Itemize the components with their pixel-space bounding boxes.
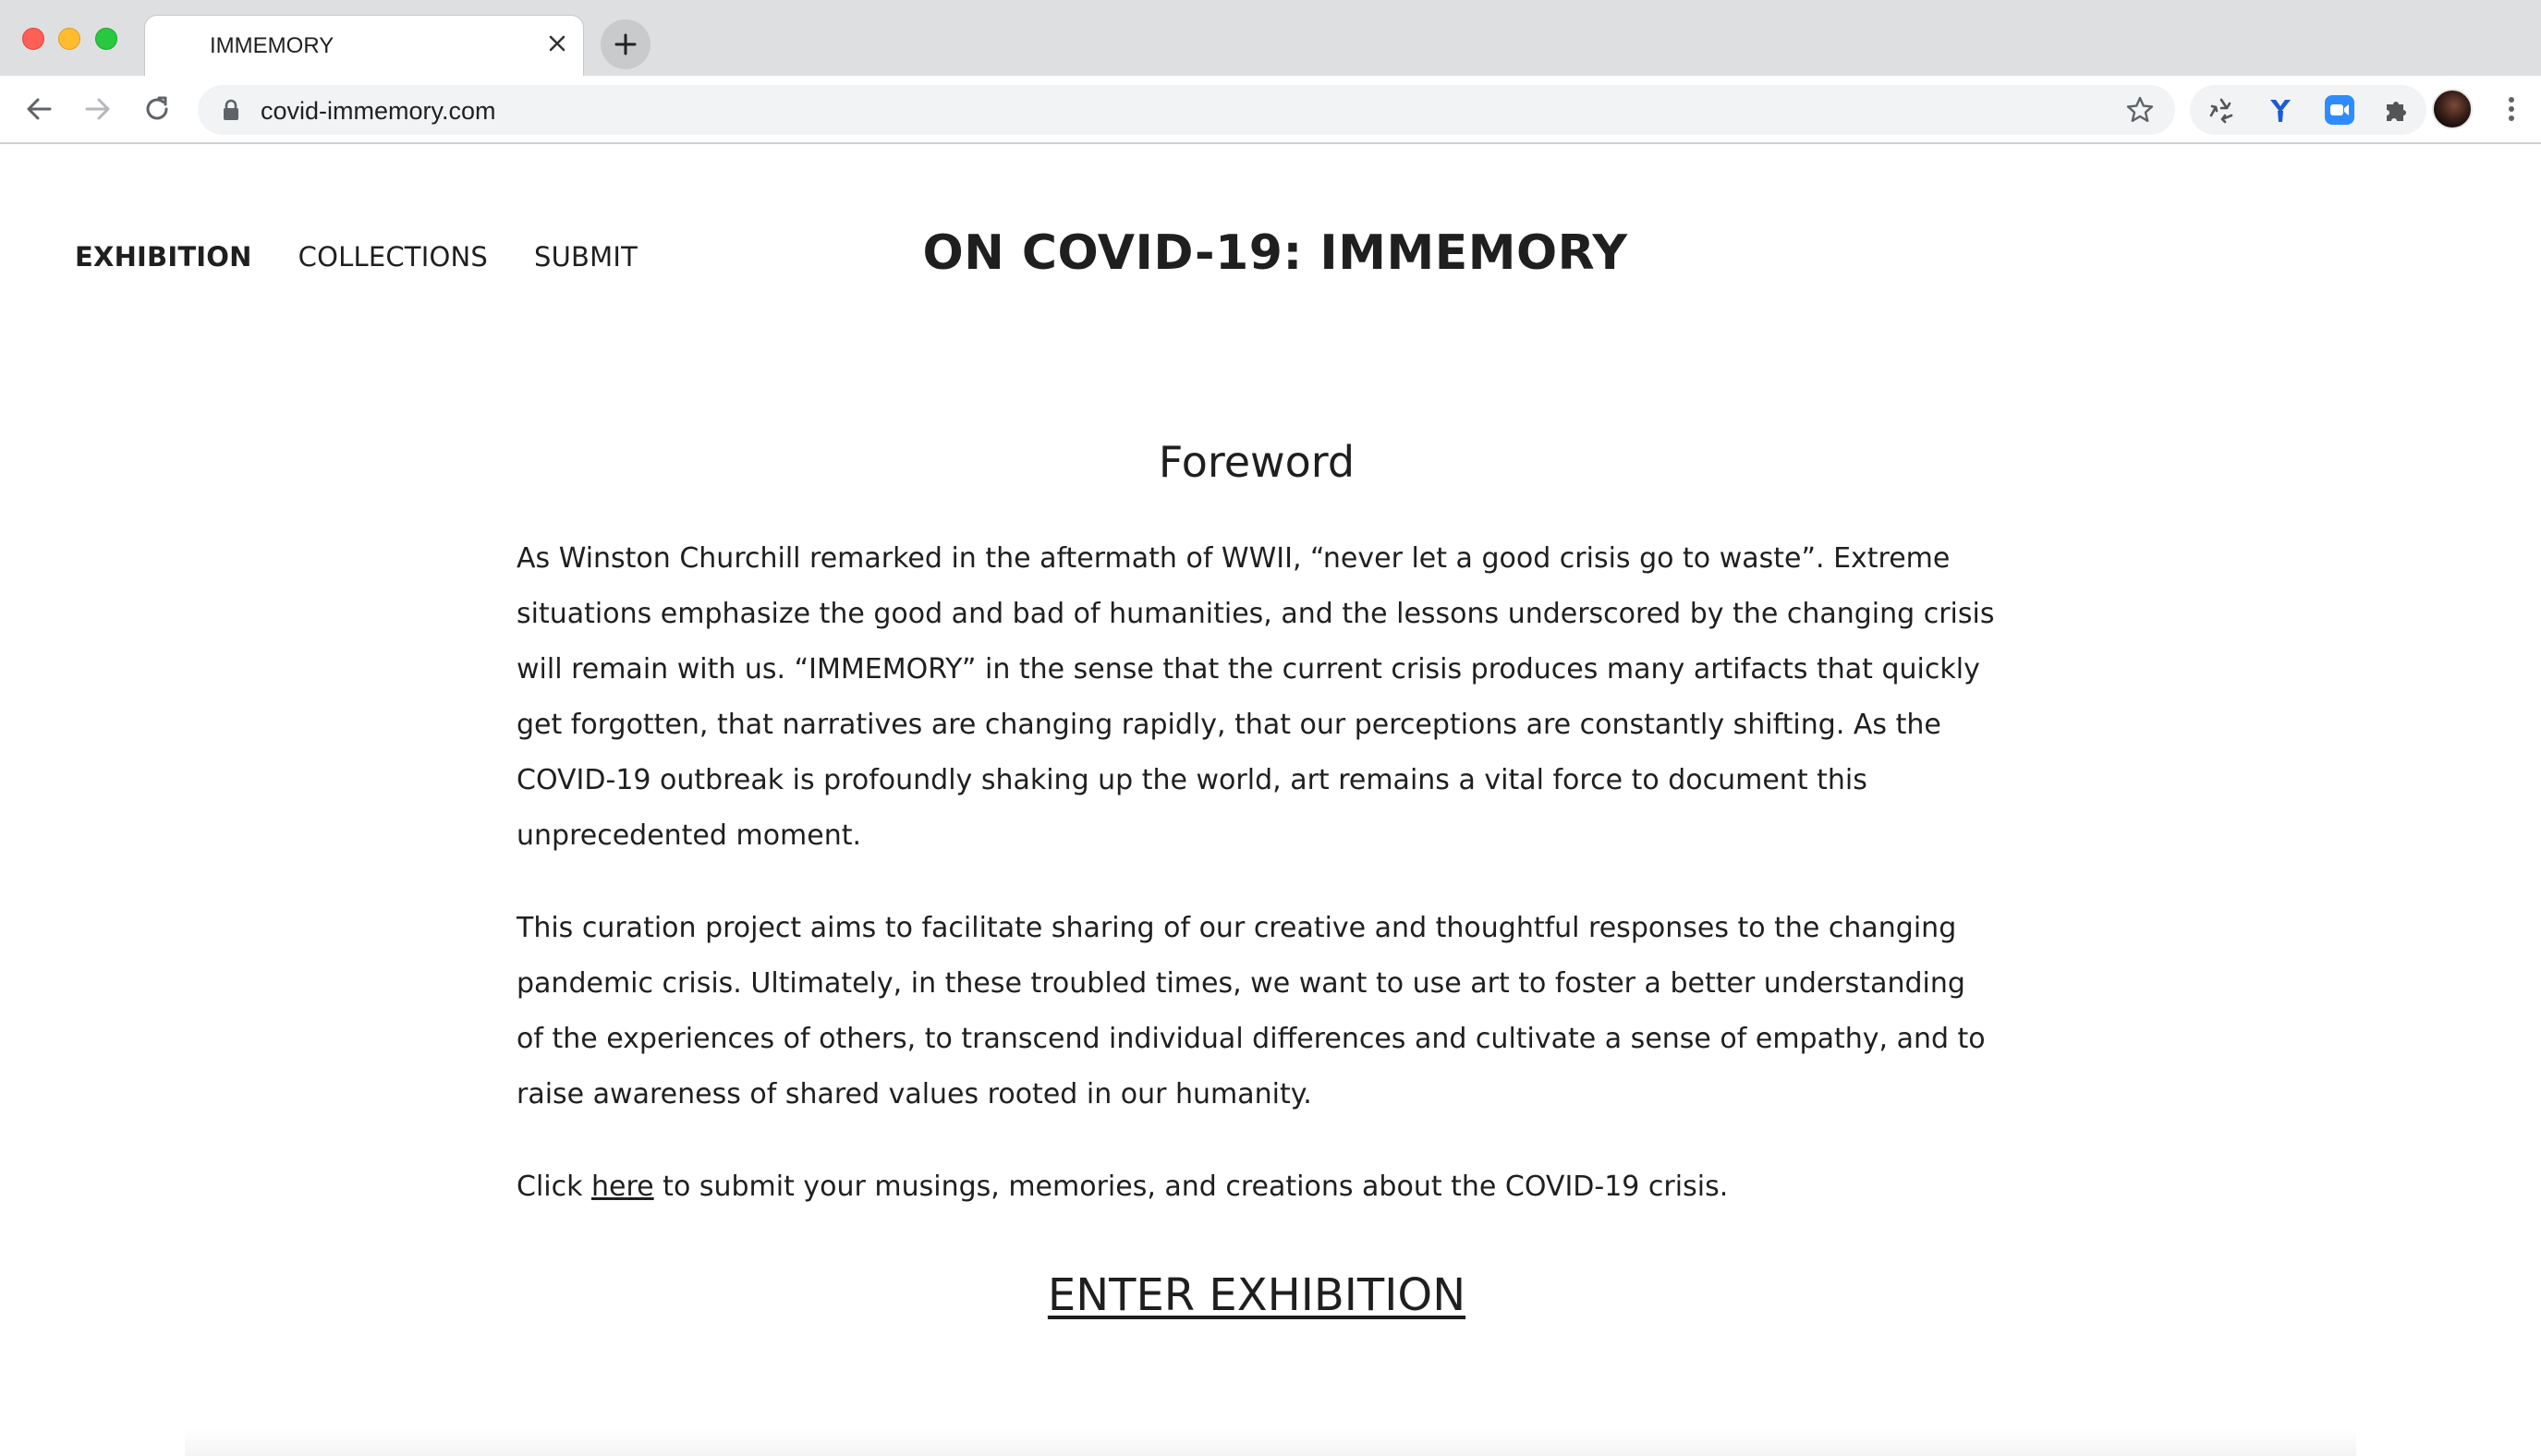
y-extension-icon[interactable] [2264, 93, 2297, 127]
bookmark-star-icon[interactable] [2125, 95, 2155, 129]
url-text: covid-immemory.com [261, 97, 496, 125]
cta-prefix: Click [517, 1171, 592, 1203]
arrow-left-icon[interactable] [20, 91, 57, 127]
minimize-window-button[interactable] [58, 28, 80, 50]
cta-suffix: to submit your musings, memories, and creations about the COVID-19 crisis. [653, 1171, 1729, 1203]
address-bar[interactable] [198, 85, 2175, 135]
submit-here-link[interactable]: here [591, 1171, 654, 1203]
kebab-menu-icon[interactable] [2495, 92, 2528, 126]
foreword-paragraph-2: This curation project aims to facilitate sharing of our creative and thoughtful responses to the changing pandemic crisis. Ultimately, in these troubled times, we want to use art to foster a better understanding of the experiences of others, to transcend individual differences and cultivate a sense of empathy, and to raise awareness of shared values rooted in our humanity. [517, 912, 1986, 1110]
close-window-button[interactable] [22, 28, 44, 50]
puzzle-icon[interactable] [2380, 93, 2413, 127]
enter-exhibition-link[interactable]: ENTER EXHIBITION [1047, 1269, 1466, 1321]
arrow-right-icon[interactable] [79, 91, 116, 127]
tab-title: IMMEMORY [210, 33, 334, 58]
tab-close-icon[interactable] [542, 29, 572, 58]
extensions-bar [2190, 85, 2426, 135]
foreword-paragraph-1: As Winston Churchill remarked in the aftermath of WWII, “never let a good crisis go to waste”. Extreme situations emphasize the good and bad of humanities, and the lessons underscored by the changing crisis will remain with us. “IMMEMORY” in the sense that the current crisis produces many artifacts that quickly get forgotten, that narratives are changing rapidly, that our perceptions are constantly shifting. As the COVID-19 outbreak is profoundly shaking up the world, art remains a vital force to document this unprecedented moment. [517, 542, 1995, 852]
nav-link-exhibition[interactable]: EXHIBITION [75, 241, 252, 273]
page-bottom-shadow [185, 1428, 2356, 1456]
lock-icon[interactable] [222, 99, 240, 126]
browser-tab[interactable] [144, 15, 584, 76]
site-title: ON COVID-19: IMMEMORY [922, 225, 1628, 281]
submit-call-to-action [517, 1159, 1995, 1215]
fullscreen-window-button[interactable] [95, 28, 117, 50]
zoom-icon[interactable] [2323, 93, 2356, 127]
nav-link-collections[interactable]: COLLECTIONS [298, 241, 488, 273]
reload-icon[interactable] [139, 91, 176, 127]
profile-avatar[interactable] [2432, 89, 2473, 129]
nav-link-submit[interactable]: SUBMIT [533, 241, 638, 273]
new-tab-button[interactable] [601, 19, 650, 69]
recycle-icon[interactable] [2205, 93, 2238, 127]
browser-tab-strip [0, 0, 2541, 76]
plus-icon [614, 32, 638, 56]
browser-toolbar [0, 76, 2541, 144]
foreword-heading: Foreword [1158, 437, 1356, 487]
enter-exhibition-container [0, 1269, 2513, 1321]
foreword-body [517, 531, 1995, 1252]
